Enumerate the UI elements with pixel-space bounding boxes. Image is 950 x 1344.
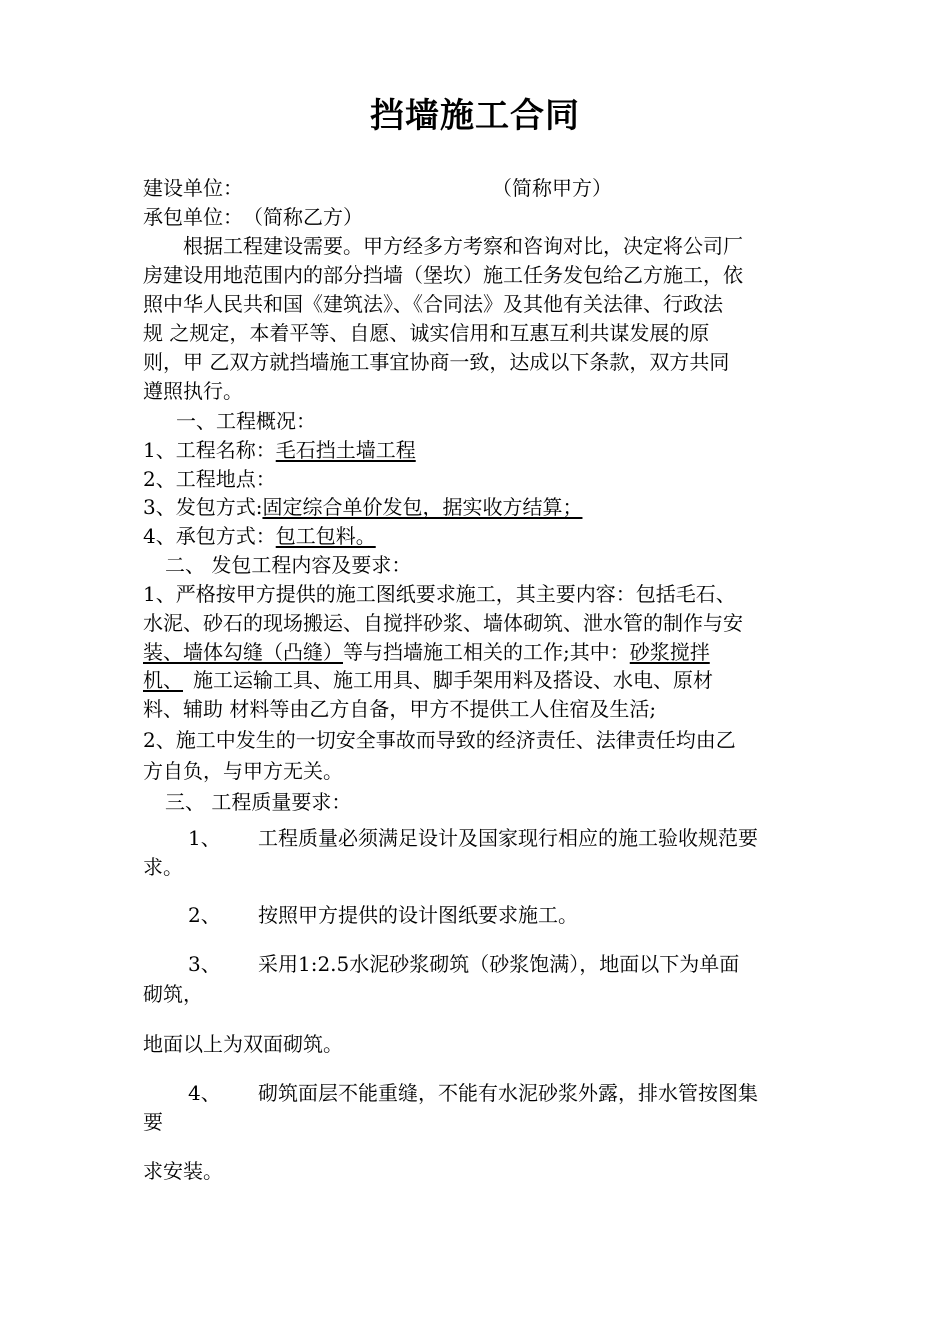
quality-item-number: 1、 xyxy=(188,826,221,850)
intro-line: 则，甲 乙双方就挡墙施工事宜协商一致，达成以下条款，双方共同 xyxy=(143,350,730,374)
party-a-note: （简称甲方） xyxy=(492,176,612,200)
quality-item-continued: 求。 xyxy=(143,855,183,879)
section2-line: 1、严格按甲方提供的施工图纸要求施工，其主要内容：包括毛石、 xyxy=(143,582,736,606)
project-name-value: 毛石挡土墙工程 xyxy=(275,438,416,462)
section2-text: 施工运输工具、施工用具、脚手架用料及搭设、水电、原材 xyxy=(193,668,713,692)
underlined-text: 装、墙体勾缝（凸缝） xyxy=(143,640,343,664)
party-a-line xyxy=(143,175,612,201)
section2-text: 等与挡墙施工相关的工作;其中： xyxy=(343,640,630,664)
section2-line: 2、施工中发生的一切安全事故而导致的经济责任、法律责任均由乙 xyxy=(143,728,736,752)
intro-line: 规 之规定，本着平等、自愿、诚实信用和互惠互利共谋发展的原 xyxy=(143,321,710,345)
section2-heading: 二、 发包工程内容及要求： xyxy=(165,553,412,577)
intro-line: 照中华人民共和国《建筑法》、《合同法》及其他有关法律、行政法 xyxy=(143,292,723,316)
section1-heading: 一、工程概况： xyxy=(176,409,316,433)
section2-line xyxy=(143,667,713,693)
quality-item-continued: 求安装。 xyxy=(143,1159,223,1183)
section2-line xyxy=(143,639,710,665)
contract-method-line xyxy=(143,494,582,520)
quality-item-number: 4、 xyxy=(188,1081,221,1105)
quality-item-continued: 砌筑， xyxy=(143,982,203,1006)
party-b-line xyxy=(143,204,363,230)
underlined-text: 机、 xyxy=(143,668,183,692)
intro-line: 遵照执行。 xyxy=(143,379,243,403)
quality-item-text: 采用1:2.5水泥砂浆砌筑（砂浆饱满），地面以下为单面 xyxy=(258,952,740,976)
intro-line: 根据工程建设需要。甲方经多方考察和咨询对比，决定将公司厂 xyxy=(183,234,743,258)
page-title: 挡墙施工合同 xyxy=(370,96,580,136)
party-b-label: 承包单位： xyxy=(143,205,243,229)
quality-item-number: 2、 xyxy=(188,903,221,927)
package-method-line xyxy=(143,523,376,549)
quality-item-text: 工程质量必须满足设计及国家现行相应的施工验收规范要 xyxy=(258,826,758,850)
contract-method-value: 固定综合单价发包，据实收方结算； xyxy=(262,495,583,519)
project-name-label: 1、工程名称： xyxy=(143,438,276,462)
quality-item-number: 3、 xyxy=(188,952,221,976)
party-b-note: （简称乙方） xyxy=(253,205,363,229)
section2-line: 料、辅助 材料等由乙方自备，甲方不提供工人住宿及生活; xyxy=(143,697,657,721)
contract-method-label: 3、发包方式: xyxy=(143,495,263,519)
quality-item-continued: 地面以上为双面砌筑。 xyxy=(143,1032,343,1056)
quality-item-text: 按照甲方提供的设计图纸要求施工。 xyxy=(258,903,578,927)
section2-line: 方自负，与甲方无关。 xyxy=(143,759,343,783)
section3-heading: 三、 工程质量要求： xyxy=(165,790,352,814)
section2-line: 水泥、砂石的现场搬运、自搅拌砂浆、墙体砌筑、泄水管的制作与安 xyxy=(143,611,743,635)
quality-item-continued: 要 xyxy=(143,1110,163,1134)
intro-line: 房建设用地范围内的部分挡墙（堡坎）施工任务发包给乙方施工，依 xyxy=(143,263,743,287)
underlined-text: 砂浆搅拌 xyxy=(629,640,710,664)
quality-item-text: 砌筑面层不能重缝，不能有水泥砂浆外露，排水管按图集 xyxy=(258,1081,758,1105)
project-location-label: 2、工程地点： xyxy=(143,467,276,491)
party-a-label: 建设单位： xyxy=(143,176,243,200)
package-method-value: 包工包料。 xyxy=(275,524,376,548)
project-name-line xyxy=(143,437,416,463)
package-method-label: 4、承包方式： xyxy=(143,524,276,548)
